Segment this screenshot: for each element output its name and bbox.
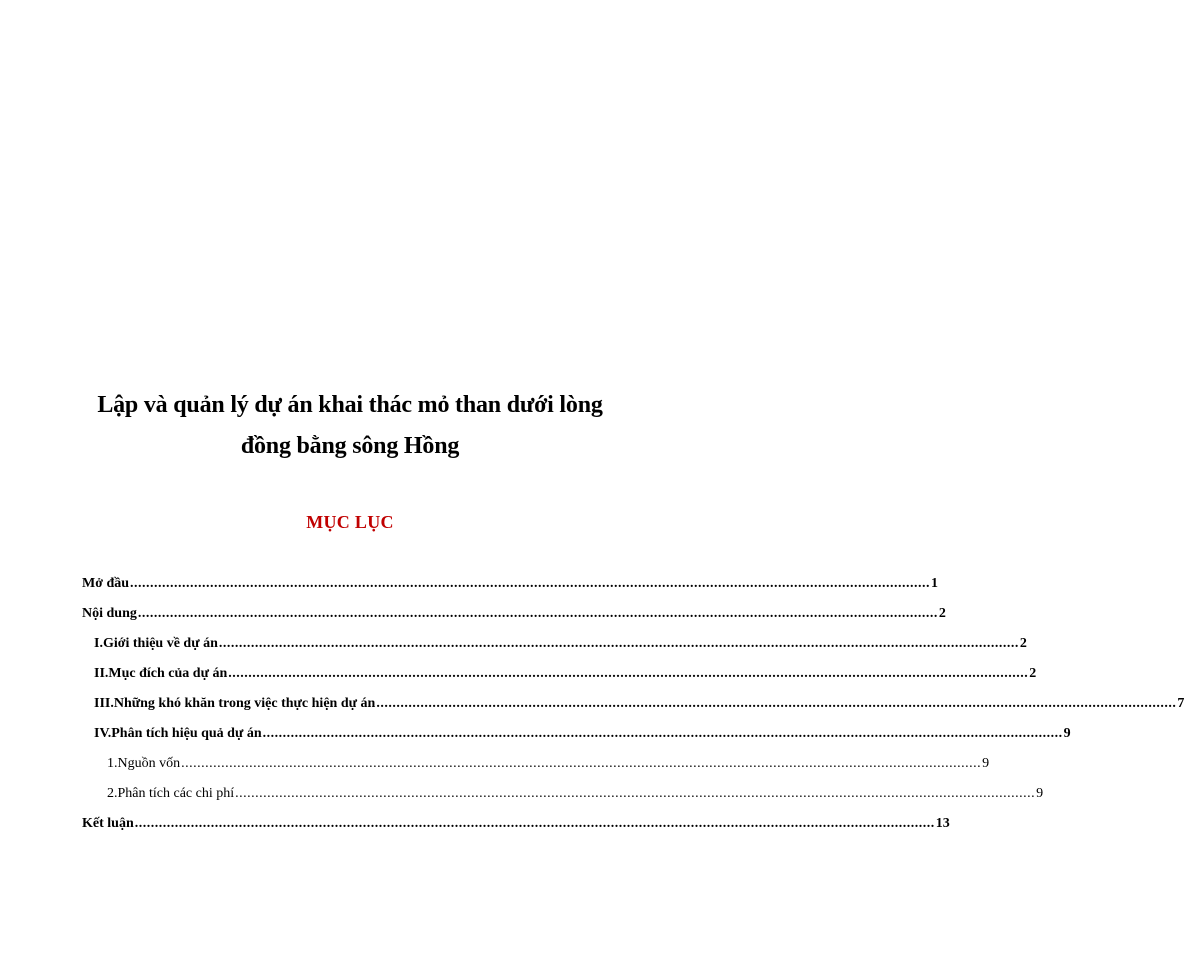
- toc-entry-label: 1.Nguồn vốn: [107, 756, 181, 771]
- toc-leader-dots: ........................................................................................................................................................................................................: [130, 576, 931, 591]
- toc-entry-page: 7: [1177, 696, 1184, 711]
- toc-entry-label: Nội dung: [82, 606, 137, 621]
- toc-entry-label: 2.Phân tích các chi phí: [107, 786, 235, 801]
- toc-entry-ket-luan[interactable]: [82, 816, 950, 836]
- toc-entry-page: 2: [1029, 666, 1037, 681]
- toc-entry-phan-tich-hieu-qua[interactable]: [94, 726, 1071, 746]
- toc-entry-label: I.Giới thiệu về dự án: [94, 636, 218, 651]
- document-title-line1: Lập và quản lý dự án khai thác mỏ than dưới lòng: [97, 392, 603, 418]
- toc-leader-dots: ........................................................................................................................................................................................................: [235, 786, 1036, 801]
- toc-entry-muc-dich[interactable]: [94, 666, 1037, 686]
- toc-entry-label: Mở đầu: [82, 576, 130, 591]
- toc-entry-nguon-von[interactable]: [107, 756, 990, 776]
- toc-entry-page: 9: [982, 756, 990, 771]
- toc-entry-kho-khan[interactable]: [94, 696, 1184, 716]
- toc-leader-dots: ........................................................................................................................................................................................................: [376, 696, 1177, 711]
- toc-entry-page: 9: [1036, 786, 1044, 801]
- toc-entry-label: Kết luận: [82, 816, 134, 831]
- toc-entry-mo-dau[interactable]: [82, 576, 939, 596]
- toc-leader-dots: ........................................................................................................................................................................................................: [218, 636, 1019, 651]
- toc-entry-page: 2: [938, 606, 946, 621]
- toc-entry-noi-dung[interactable]: [82, 606, 946, 626]
- toc-entry-page: 9: [1063, 726, 1071, 741]
- toc-leader-dots: ........................................................................................................................................................................................................: [137, 606, 938, 621]
- toc-entry-page: 13: [935, 816, 950, 831]
- toc-entry-page: 2: [1019, 636, 1027, 651]
- toc-entry-gioi-thieu[interactable]: [94, 636, 1027, 656]
- toc-entry-label: III.Những khó khăn trong việc thực hiện dự án: [94, 696, 376, 711]
- document-title-line2: đồng bằng sông Hồng: [240, 433, 460, 459]
- toc-entry-page: 1: [931, 576, 939, 591]
- toc-leader-dots: ........................................................................................................................................................................................................: [134, 816, 935, 831]
- toc-entry-label: II.Mục đích của dự án: [94, 666, 228, 681]
- toc-leader-dots: ........................................................................................................................................................................................................: [262, 726, 1063, 741]
- toc-entry-chi-phi[interactable]: [107, 786, 1044, 806]
- toc-leader-dots: ........................................................................................................................................................................................................: [228, 666, 1029, 681]
- toc-entry-label: IV.Phân tích hiệu quả dự án: [94, 726, 262, 741]
- toc-leader-dots: ........................................................................................................................................................................................................: [181, 756, 982, 771]
- toc-heading: MỤC LỤC: [306, 512, 394, 532]
